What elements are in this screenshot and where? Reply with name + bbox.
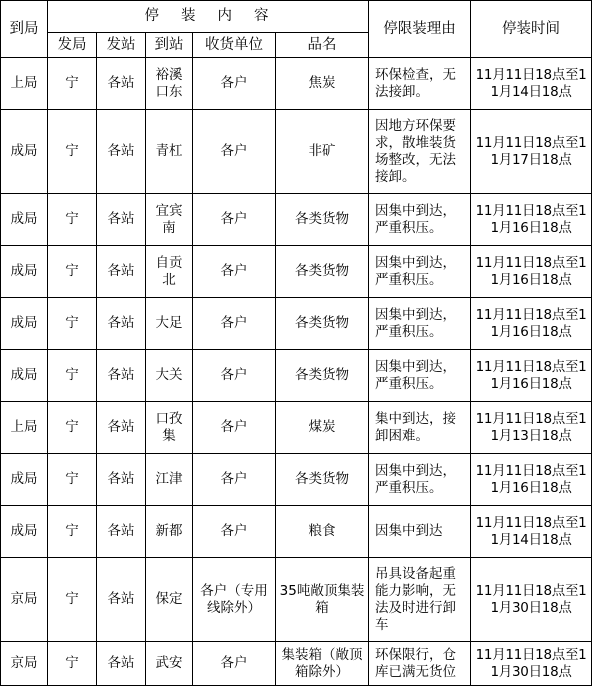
cell-consignee: 各户 [193,350,276,402]
cell-reason: 因集中到达，严重积压。 [369,298,471,350]
header-consignee: 收货单位 [193,33,276,58]
cell-to-station: 武安 [146,642,193,686]
cell-time: 11月11日18点至11月16日18点 [471,350,592,402]
cell-from-station: 各站 [97,506,146,558]
cell-to-bureau: 成局 [1,350,48,402]
cell-to-bureau: 成局 [1,298,48,350]
table-row [1,454,592,506]
cell-reason: 因集中到达，严重积压。 [369,194,471,246]
cell-to-station: 口孜集 [146,402,193,454]
table-row [1,298,592,350]
cell-from-bureau: 宁 [48,246,97,298]
cell-reason: 环保检查，无法接卸。 [369,58,471,110]
table-row [1,558,592,642]
cell-from-bureau: 宁 [48,402,97,454]
cell-reason: 因集中到达 [369,506,471,558]
cell-to-bureau: 京局 [1,558,48,642]
cell-consignee: 各户 [193,454,276,506]
cell-time: 11月11日18点至11月17日18点 [471,110,592,194]
cell-from-bureau: 宁 [48,110,97,194]
cell-to-bureau: 成局 [1,506,48,558]
cell-reason: 因集中到达，严重积压。 [369,246,471,298]
cell-to-station: 大足 [146,298,193,350]
cell-from-bureau: 宁 [48,194,97,246]
header-to-station: 到站 [146,33,193,58]
cell-consignee: 各户 [193,298,276,350]
cell-time: 11月11日18点至11月14日18点 [471,506,592,558]
cell-goods: 各类货物 [276,246,369,298]
cell-to-station: 宜宾南 [146,194,193,246]
cell-from-station: 各站 [97,558,146,642]
header-from-bureau: 发局 [48,33,97,58]
cell-consignee: 各户 [193,58,276,110]
cell-to-bureau: 成局 [1,194,48,246]
cell-to-bureau: 成局 [1,110,48,194]
cell-goods: 各类货物 [276,454,369,506]
cell-to-bureau: 成局 [1,454,48,506]
cell-from-station: 各站 [97,642,146,686]
table-body [1,58,592,686]
cell-from-bureau: 宁 [48,558,97,642]
cell-goods: 各类货物 [276,298,369,350]
cell-goods: 35吨敞顶集装箱 [276,558,369,642]
cell-time: 11月11日18点至11月14日18点 [471,58,592,110]
cell-to-bureau: 上局 [1,402,48,454]
cell-to-bureau: 上局 [1,58,48,110]
cell-goods: 煤炭 [276,402,369,454]
cell-consignee: 各户 [193,642,276,686]
cell-time: 11月11日18点至11月16日18点 [471,298,592,350]
cell-goods: 焦炭 [276,58,369,110]
table-row [1,110,592,194]
cell-from-bureau: 宁 [48,642,97,686]
cell-goods: 非矿 [276,110,369,194]
cell-from-bureau: 宁 [48,298,97,350]
table-row [1,506,592,558]
cell-to-bureau: 京局 [1,642,48,686]
table-row [1,642,592,686]
table-row [1,350,592,402]
cell-goods: 粮食 [276,506,369,558]
cell-to-station: 保定 [146,558,193,642]
cell-consignee: 各户（专用线除外） [193,558,276,642]
cell-from-station: 各站 [97,402,146,454]
cell-time: 11月11日18点至11月16日18点 [471,454,592,506]
cell-from-bureau: 宁 [48,454,97,506]
cell-consignee: 各户 [193,402,276,454]
header-time: 停装时间 [471,1,592,58]
cell-reason: 因地方环保要求，散堆装货场整改，无法接卸。 [369,110,471,194]
header-from-station: 发站 [97,33,146,58]
cell-goods: 集装箱（敞顶箱除外） [276,642,369,686]
cell-from-station: 各站 [97,194,146,246]
cell-consignee: 各户 [193,194,276,246]
table-row [1,58,592,110]
cell-reason: 环保限行，仓库已满无货位 [369,642,471,686]
cell-from-station: 各站 [97,454,146,506]
cell-reason: 集中到达，接卸困难。 [369,402,471,454]
cell-to-station: 新都 [146,506,193,558]
cell-from-station: 各站 [97,298,146,350]
header-to-bureau: 到局 [1,1,48,58]
cell-consignee: 各户 [193,246,276,298]
cell-from-bureau: 宁 [48,58,97,110]
cell-reason: 因集中到达，严重积压。 [369,350,471,402]
table-row [1,246,592,298]
cell-time: 11月11日18点至11月30日18点 [471,642,592,686]
cell-from-station: 各站 [97,58,146,110]
cell-to-station: 裕溪口东 [146,58,193,110]
cell-to-station: 大关 [146,350,193,402]
table-row [1,194,592,246]
cell-to-station: 自贡北 [146,246,193,298]
header-goods: 品名 [276,33,369,58]
cell-consignee: 各户 [193,506,276,558]
cell-from-bureau: 宁 [48,506,97,558]
cell-from-bureau: 宁 [48,350,97,402]
cell-consignee: 各户 [193,110,276,194]
cell-from-station: 各站 [97,350,146,402]
table-row [1,402,592,454]
cell-from-station: 各站 [97,246,146,298]
cell-goods: 各类货物 [276,194,369,246]
cell-time: 11月11日18点至11月16日18点 [471,194,592,246]
cell-time: 11月11日18点至11月13日18点 [471,402,592,454]
cell-time: 11月11日18点至11月16日18点 [471,246,592,298]
cell-to-station: 江津 [146,454,193,506]
cell-to-station: 青杠 [146,110,193,194]
cell-to-bureau: 成局 [1,246,48,298]
cell-reason: 吊具设备起重能力影响，无法及时进行卸车 [369,558,471,642]
header-content: 停装内容 [48,1,369,33]
cell-time: 11月11日18点至11月30日18点 [471,558,592,642]
cell-goods: 各类货物 [276,350,369,402]
header-reason: 停限装理由 [369,1,471,58]
cell-from-station: 各站 [97,110,146,194]
cell-reason: 因集中到达，严重积压。 [369,454,471,506]
